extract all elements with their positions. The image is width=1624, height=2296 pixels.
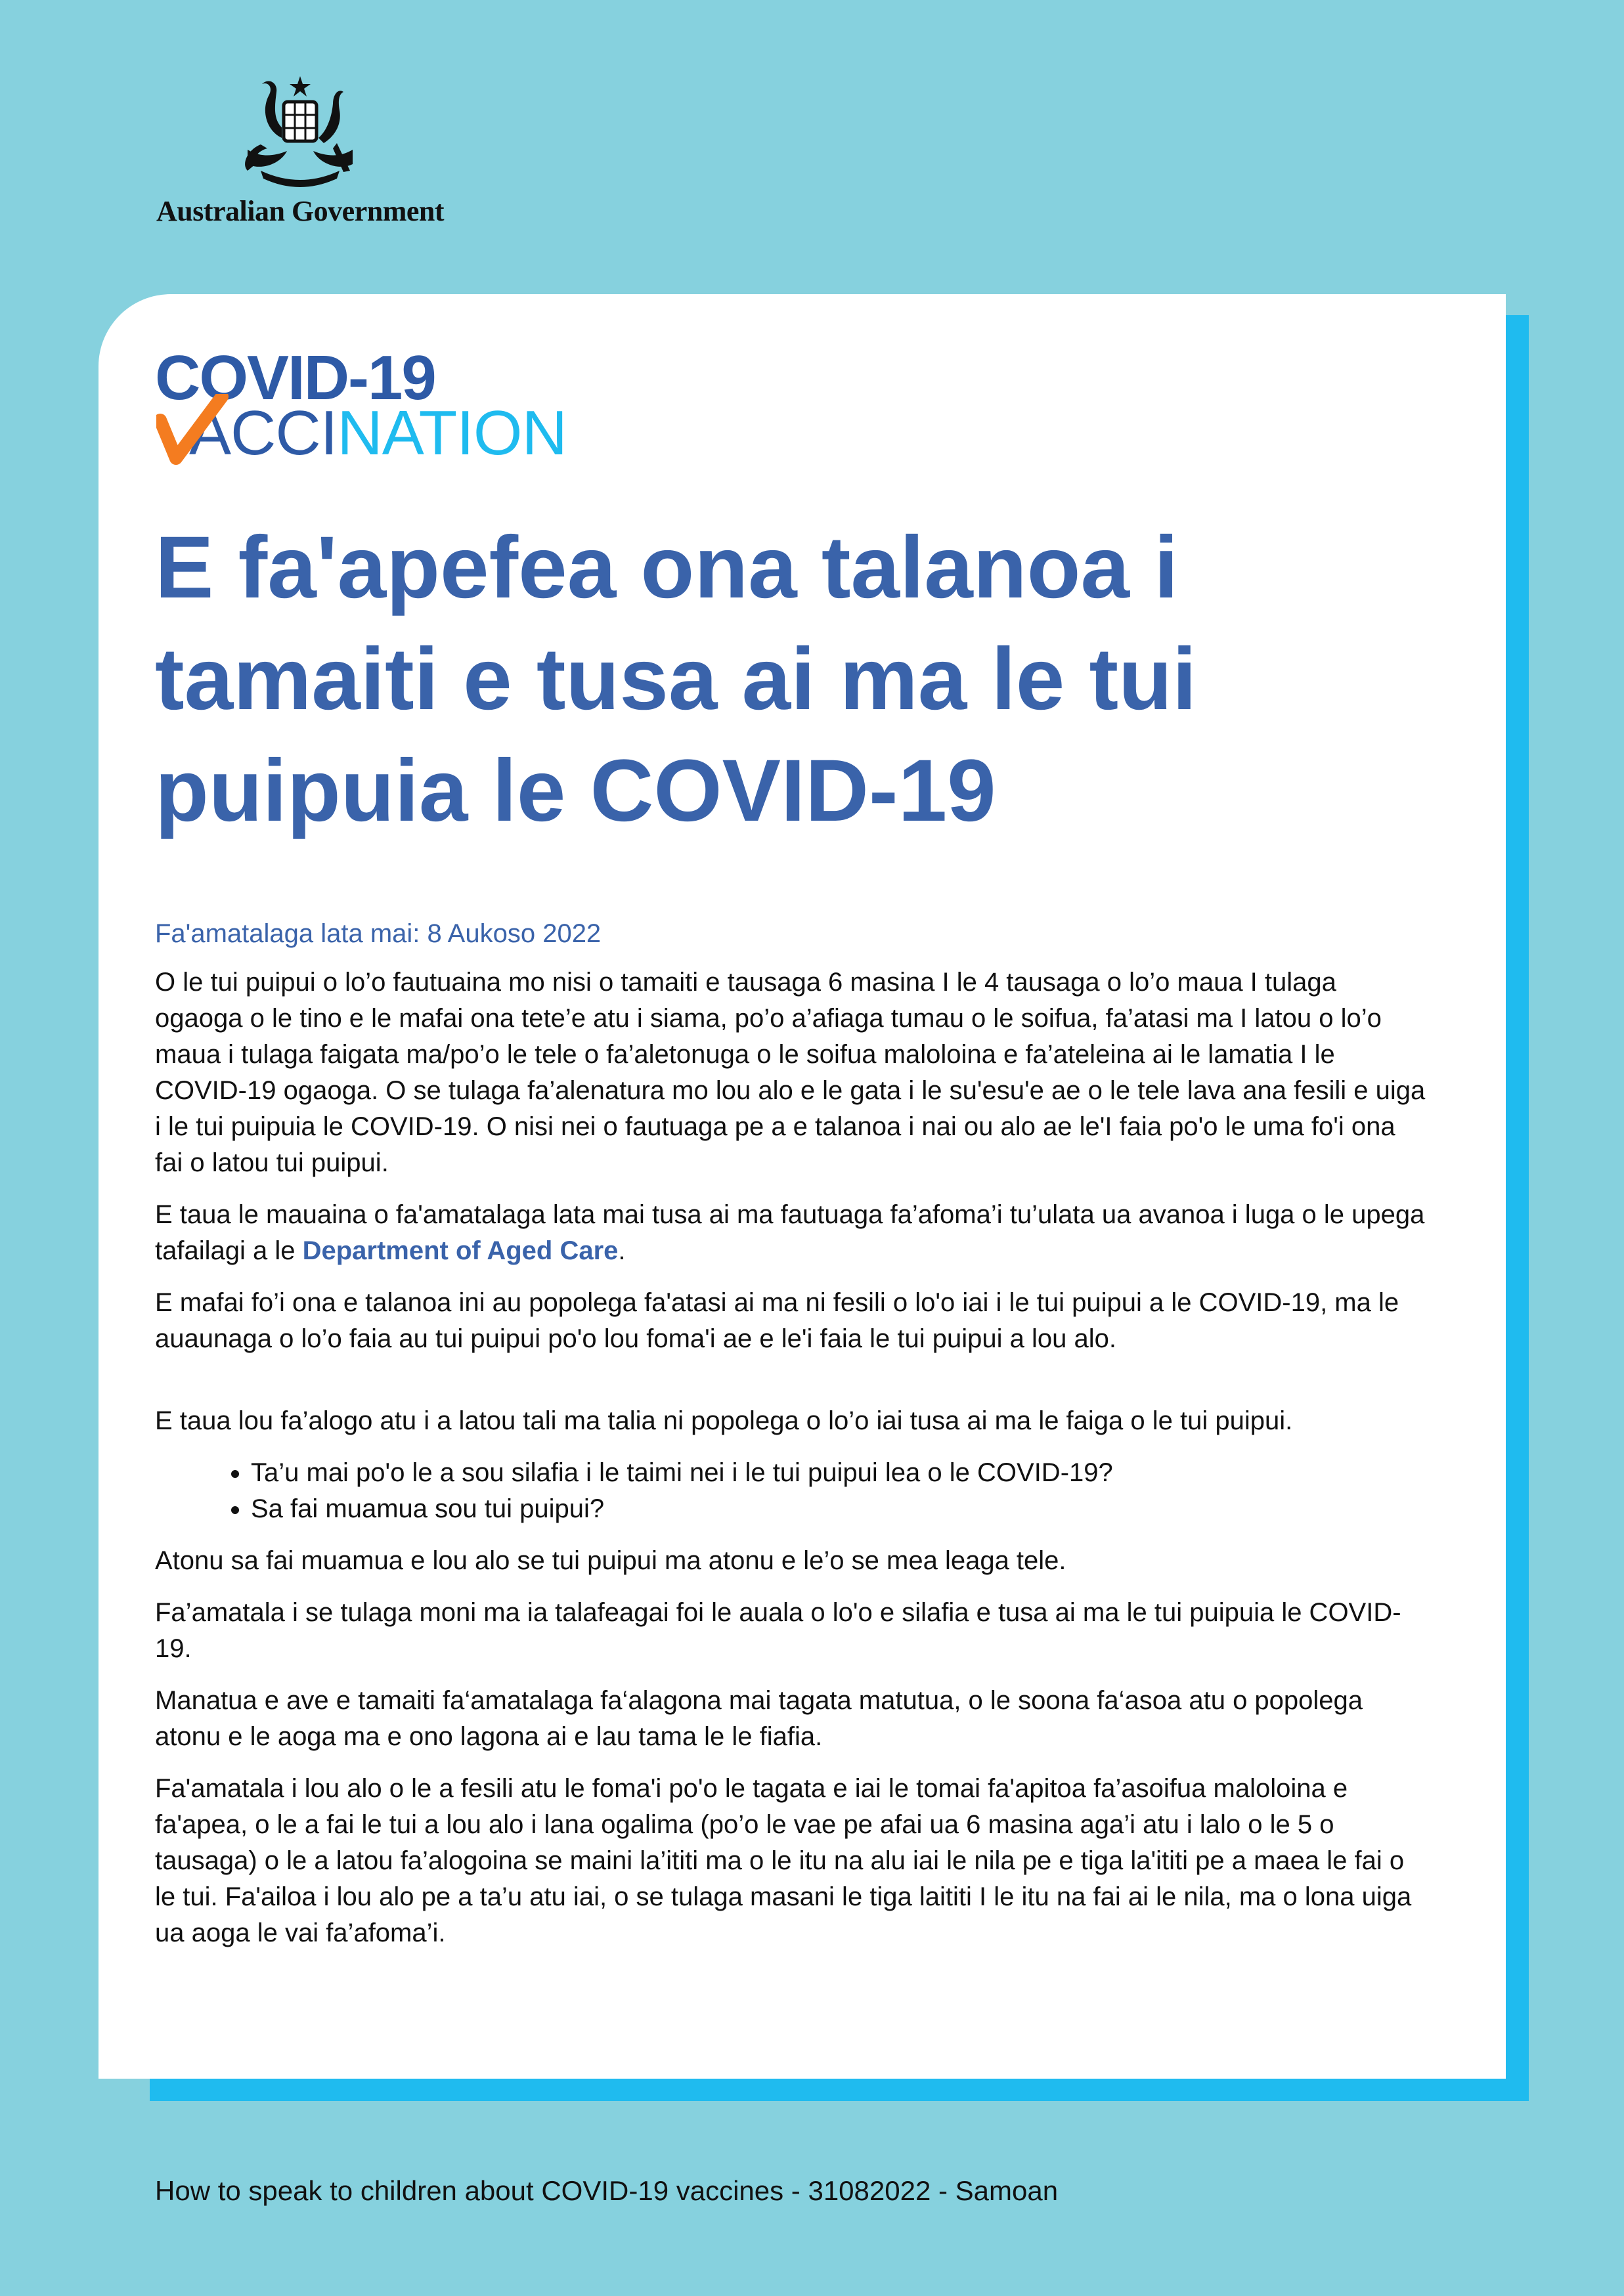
australian-government-logo xyxy=(152,72,448,236)
list-item: • Sa fai muamua sou tui puipui? xyxy=(251,1491,1427,1527)
paragraph-previous: Atonu sa fai muamua e lou alo se tui puipui ma atonu e le’o se mea leaga tele. xyxy=(155,1546,1066,1575)
paragraph-concerns: E mafai fo’i ona e talanoa ini au popolega fa'atasi ai ma ni fesili o lo'o iai i le tui puipui a le COVID-19, ma le auaunaga o lo’o faia au tui puipui po'o lou foma'i ae e le'i faia le tui puipui a lou alo. xyxy=(155,1288,1399,1353)
government-name: Australian Government xyxy=(156,195,445,227)
brand-acci: ACCI xyxy=(189,398,338,468)
paragraph-info-end: . xyxy=(618,1236,626,1265)
brand-line-covid: COVID-19 xyxy=(155,343,435,413)
question-list xyxy=(155,1455,1427,1527)
covid-vaccination-logo xyxy=(155,343,615,468)
brand-nation: NATION xyxy=(337,398,567,468)
coat-of-arms-icon xyxy=(221,72,379,190)
paragraph-listen: E taua lou fa’alogo atu i a latou tali ma talia ni popolega o lo’o iai tusa ai ma le faiga o le tui puipui. xyxy=(155,1406,1293,1435)
paragraph-honest: Fa’amatala i se tulaga moni ma ia talafeagai foi le auala o lo'o e silafia e tusa ai ma le tui puipuia le COVID-19. xyxy=(155,1598,1401,1663)
department-link[interactable]: Department of Aged Care xyxy=(302,1236,619,1265)
paragraph-info-text: E taua le mauaina o fa'amatalaga lata mai tusa ai ma fautuaga fa’afoma’i tu’ulata ua avanoa i luga o le upega tafailagi a le xyxy=(155,1200,1425,1265)
checkmark-icon xyxy=(156,394,229,466)
body-text xyxy=(155,964,1427,1951)
paragraph-remember: Manatua e ave e tamaiti fa‘amatalaga fa‘alagona mai tagata matutua, o le soona fa‘asoa atu o popolega atonu e le aoga ma e ono lagona ai e lau tama le le fiafia. xyxy=(155,1686,1363,1751)
paragraph-intro: O le tui puipui o lo’o fautuaina mo nisi o tamaiti e tausaga 6 masina I le 4 tausaga o lo’o maua I tulaga ogaoga o le tino e le mafai ona tete’e atu i siama, po’o a’afiaga tumau o le soifua, fa’atasi ma I latou o lo’o maua i tulaga faigata ma/po’o le tele o fa’aletonuga o le soifua maloloina e fa’ateleina ai le lamatia I le COVID-19 ogaoga. O se tulaga fa’alenatura mo lou alo e le gata i le su'esu'e ae o le tele lava ana fesili e uiga i le tui puipuia le COVID-19. O nisi nei o fautuaga pe a e talanoa i nai ou alo ae le'I faia po'o le uma fo'i ona fai o latou tui puipui. xyxy=(155,968,1426,1177)
footer-text: How to speak to children about COVID-19 vaccines - 31082022 - Samoan xyxy=(155,2175,1059,2206)
paragraph-explain: Fa'amatala i lou alo o le a fesili atu le foma'i po'o le tagata e iai le tomai fa'apitoa fa’asoifua maloloina e fa'apea, o le a fai le tui a lou alo i lana ogalima (po’o le vae pe afai ua 6 masina aga’i atu i lalo o le 5 o tausaga) o le a latou fa’alogoina se maini la’ititi ma o le itu na alu iai le nila pe e tiga la'ititi pe a maea le fai o le tui. Fa'ailoa i lou alo pe a ta’u atu iai, o se tulaga masani le tiga laititi I le itu na fai ai le nila, ma o lona uiga ua aoga le vai fa’afoma’i. xyxy=(155,1774,1412,1947)
list-item: • Ta’u mai po'o le a sou silafia i le taimi nei i le tui puipui lea o le COVID-19? xyxy=(251,1455,1427,1491)
page-title: E fa'apefea ona talanoa i tamaiti e tusa ai ma le tui puipuia le COVID-19 xyxy=(155,519,1197,840)
content-card xyxy=(99,294,1506,2079)
paragraph-info xyxy=(155,1197,1427,1269)
date-updated: Fa'amatalaga lata mai: 8 Aukoso 2022 xyxy=(155,919,602,948)
